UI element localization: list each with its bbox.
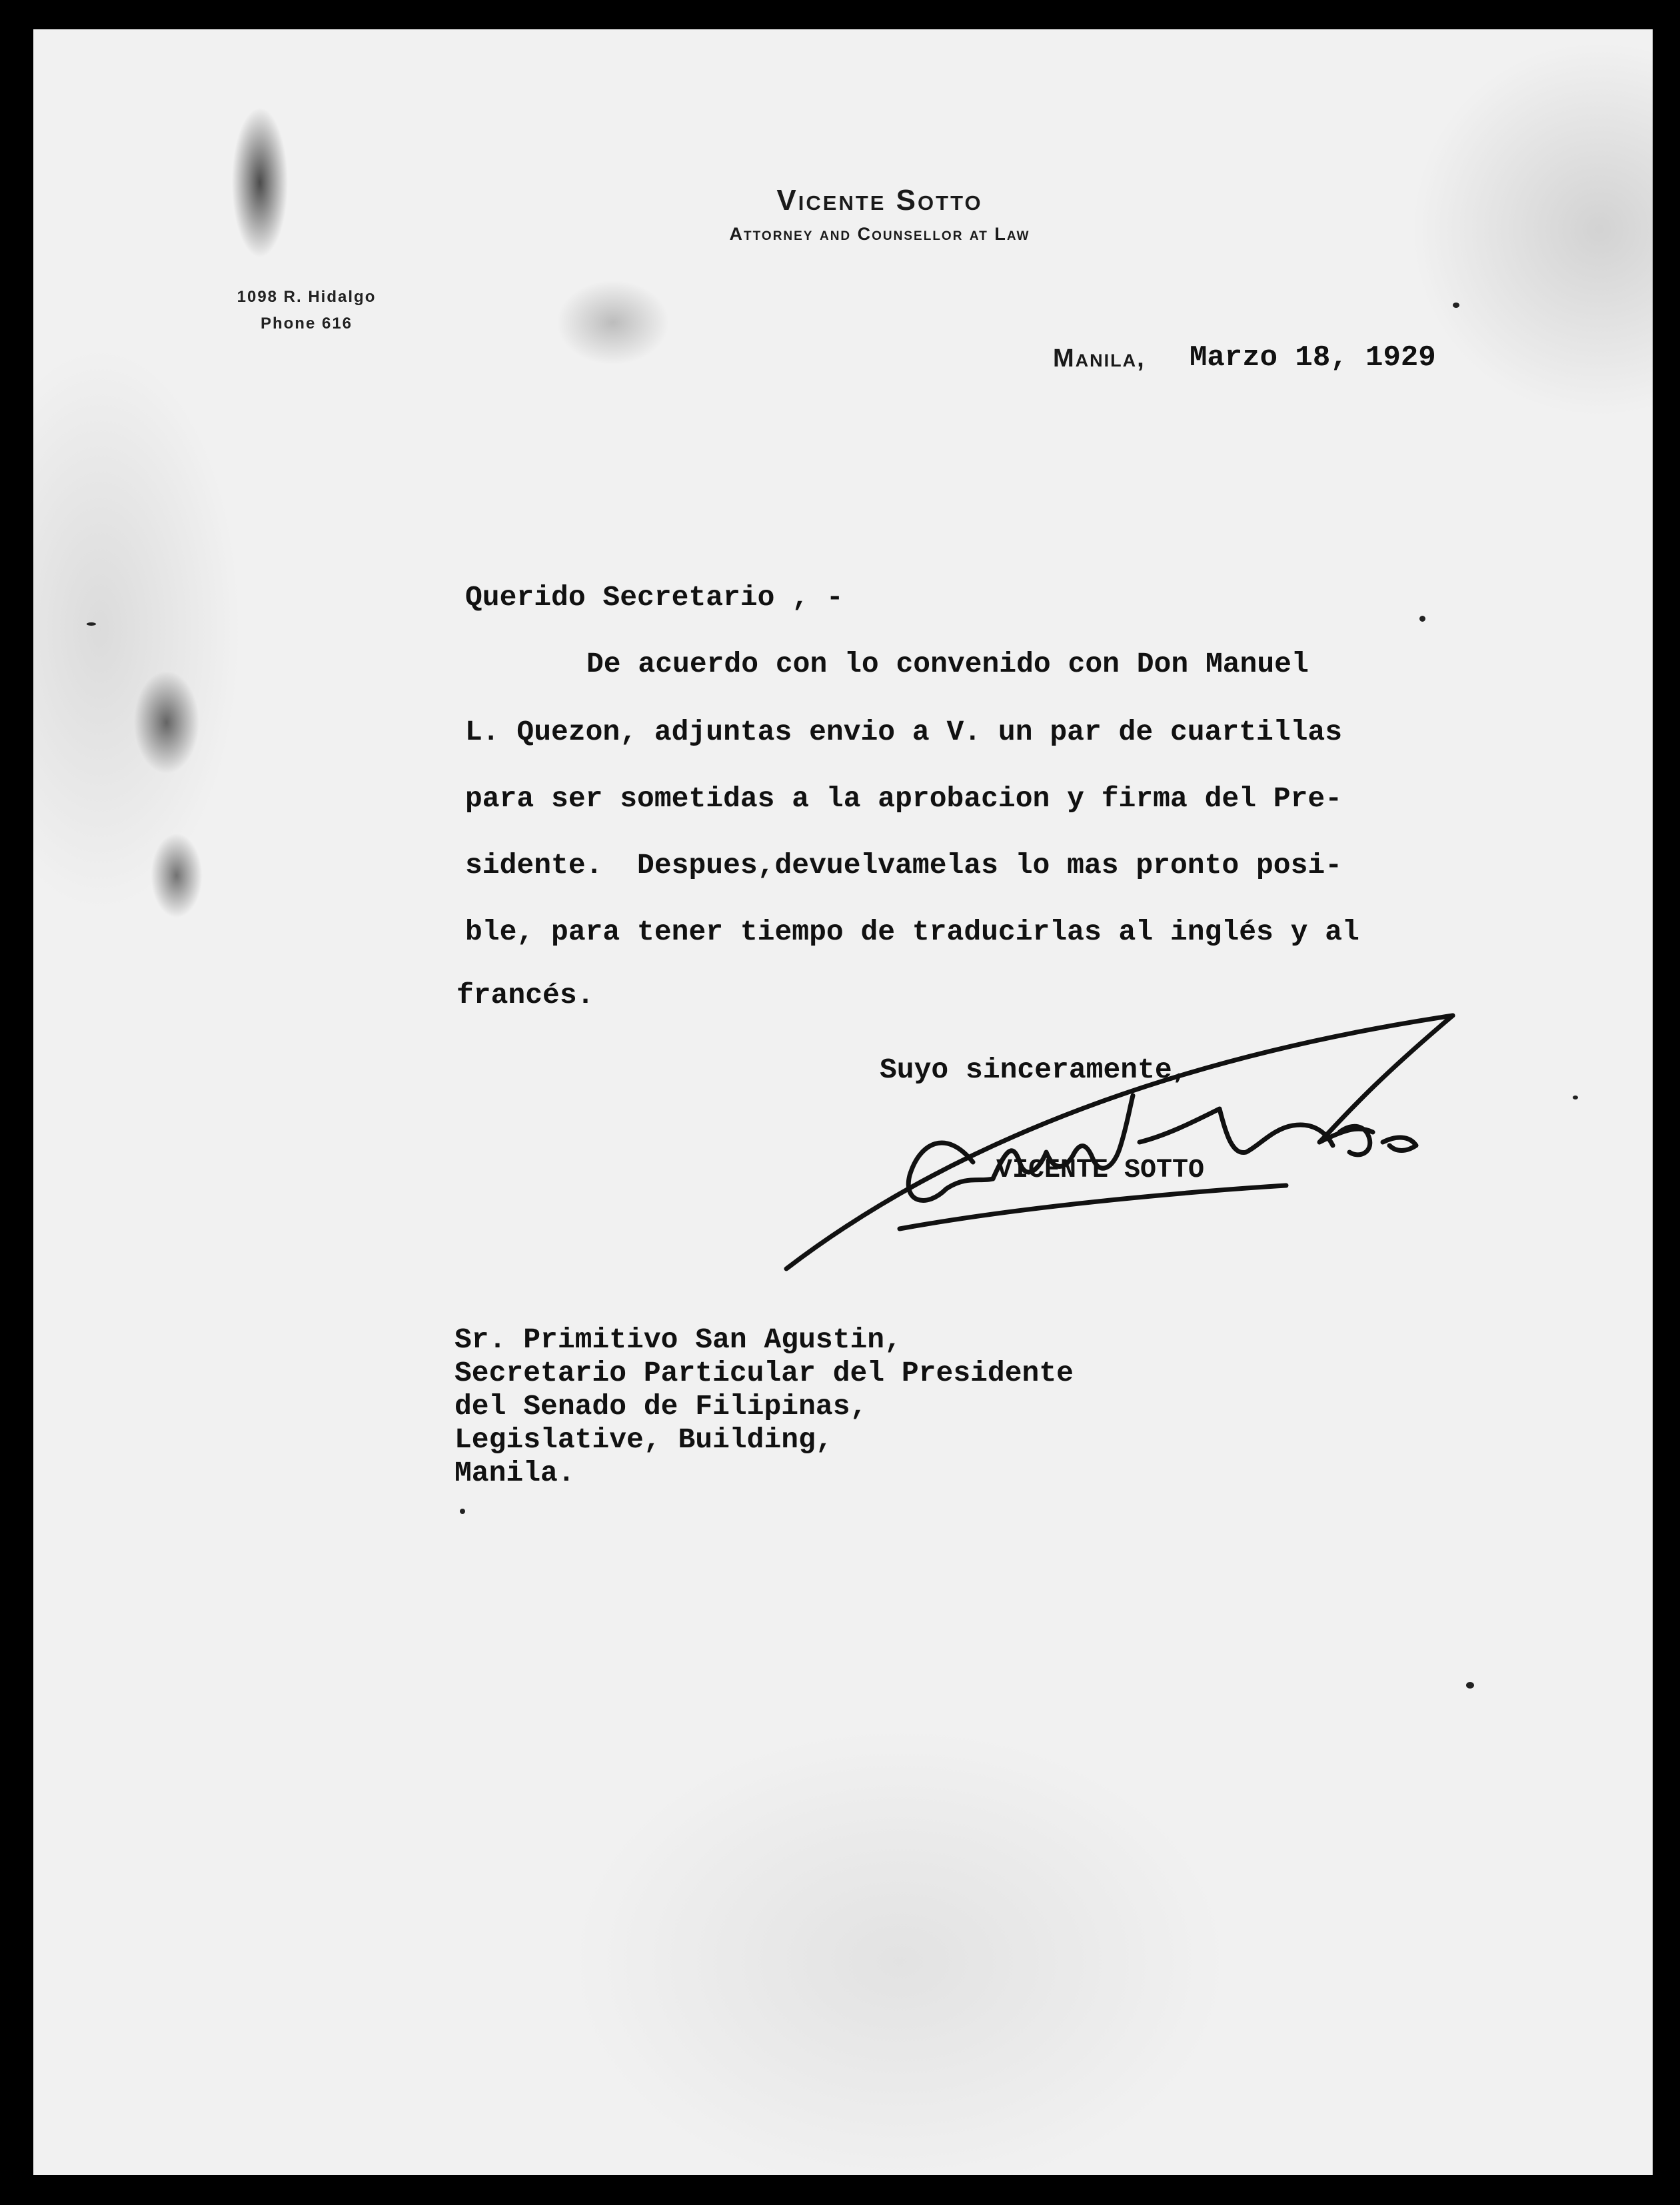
ink-speck bbox=[87, 622, 96, 626]
letterhead-phone: Phone 616 bbox=[260, 315, 353, 333]
body-line: De acuerdo con lo convenido con Don Manuel bbox=[586, 648, 1309, 680]
body-line: sidente. Despues,devuelvamelas lo mas pronto posi- bbox=[465, 849, 1343, 882]
recipient-line: del Senado de Filipinas, bbox=[454, 1390, 868, 1423]
dateline-date: Marzo 18, 1929 bbox=[1190, 341, 1436, 374]
letterhead-title: Attorney and Counsellor at Law bbox=[729, 224, 1030, 244]
recipient-line: Sr. Primitivo San Agustin, bbox=[454, 1323, 902, 1356]
closing: Suyo sinceramente, bbox=[880, 1054, 1190, 1086]
body-line: francés. bbox=[456, 979, 594, 1012]
ink-speck bbox=[1453, 303, 1459, 308]
ink-speck bbox=[1466, 1682, 1474, 1689]
handwritten-signature bbox=[766, 1009, 1566, 1289]
dateline-place: Manila, bbox=[1053, 345, 1146, 372]
body-line: para ser sometidas a la aprobacion y firma del Pre- bbox=[465, 782, 1343, 815]
salutation: Querido Secretario , - bbox=[465, 581, 844, 614]
recipient-line: Secretario Particular del Presidente bbox=[454, 1357, 1074, 1389]
ink-speck bbox=[460, 1509, 465, 1514]
ink-speck bbox=[1419, 616, 1425, 622]
ink-speck bbox=[1573, 1096, 1578, 1100]
letter-page bbox=[33, 29, 1653, 2175]
signer-name: VICENTE SOTTO bbox=[996, 1155, 1205, 1185]
letterhead-name: Vicente Sotto bbox=[776, 184, 983, 217]
body-line: L. Quezon, adjuntas envio a V. un par de cuartillas bbox=[465, 716, 1343, 748]
recipient-line: Legislative, Building, bbox=[454, 1423, 833, 1456]
letterhead-address: 1098 R. Hidalgo bbox=[237, 288, 377, 306]
body-line: ble, para tener tiempo de traducirlas al inglés y al bbox=[465, 916, 1359, 948]
recipient-line: Manila. bbox=[454, 1457, 575, 1489]
